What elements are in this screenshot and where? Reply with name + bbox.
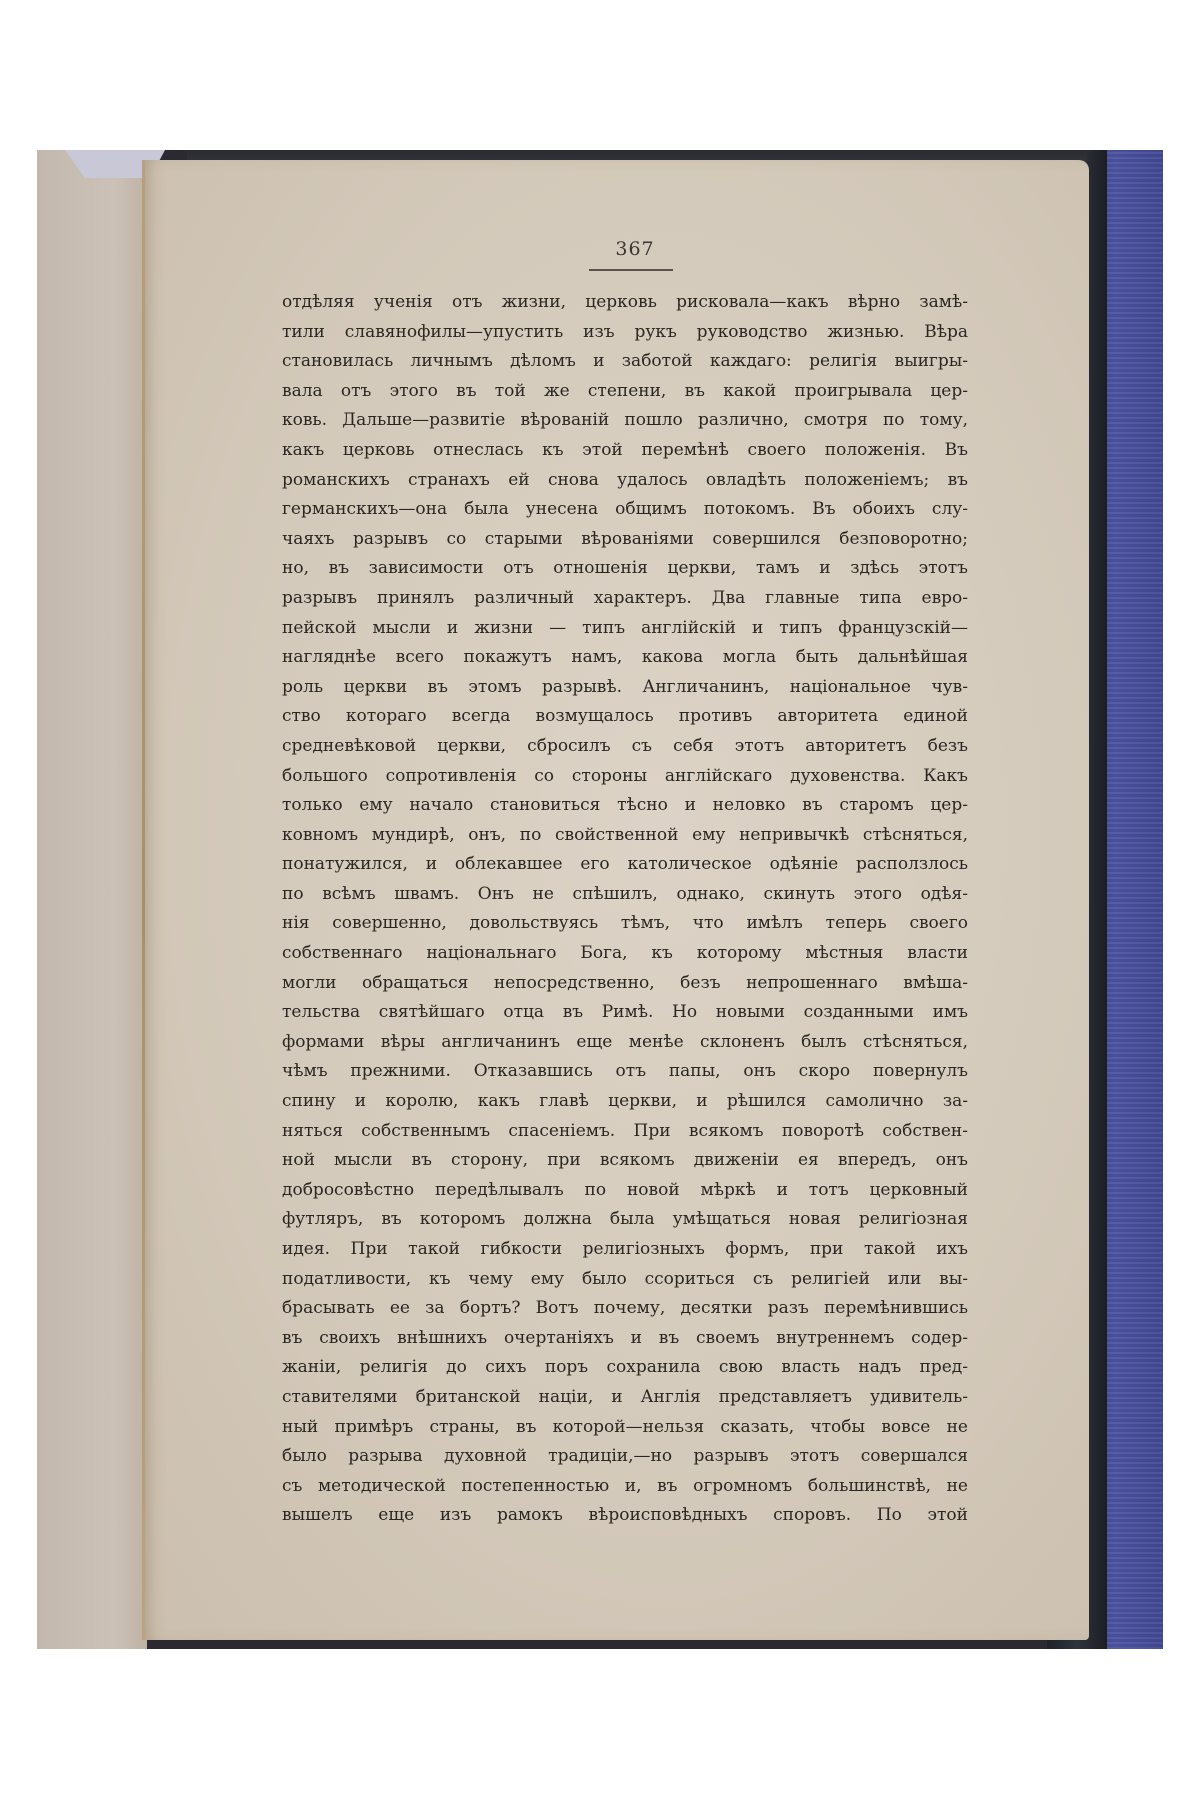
text-line: ковномъ мундирѣ, онъ, по свойственной ему непривычкѣ стѣсняться,	[282, 824, 968, 845]
text-line: вышелъ еще изъ рамокъ вѣроисповѣдныхъ споровъ. По этой	[282, 1505, 968, 1526]
text-line: нагляднѣе всего покажутъ намъ, какова могла быть дальнѣйшая	[282, 647, 968, 668]
text-line: ной мысли въ сторону, при всякомъ движеніи ея впередъ, онъ	[282, 1150, 968, 1171]
page-gutter	[142, 160, 145, 1640]
text-line: по всѣмъ швамъ. Онъ не спѣшилъ, однако, скинуть этого одѣя-	[282, 883, 968, 904]
text-line: ковь. Дальше—развитіе вѣрованій пошло различно, смотря по тому,	[282, 410, 968, 431]
text-line: средневѣковой церкви, сбросилъ съ себя этотъ авторитетъ безъ	[282, 735, 968, 756]
body-text	[282, 288, 968, 1531]
text-line: чаяхъ разрывъ со старыми вѣрованіями совершился безповоротно;	[282, 528, 968, 549]
text-line: съ методической постепенностью и, въ огромномъ большинствѣ, не	[282, 1475, 968, 1496]
text-line: отдѣляя ученія отъ жизни, церковь рисковала—какъ вѣрно замѣ-	[282, 292, 968, 312]
text-line: германскихъ—она была унесена общимъ потокомъ. Въ обоихъ слу-	[282, 499, 968, 520]
text-line: тили славянофилы—упустить изъ рукъ руководство жизнью. Вѣра	[282, 321, 968, 342]
text-line: брасывать ее за бортъ? Вотъ почему, десятки разъ перемѣнившись	[282, 1298, 968, 1319]
text-line: понатужился, и облекавшее его католическое одѣяніе расползлось	[282, 854, 968, 875]
text-line: но, въ зависимости отъ отношенія церкви, тамъ и здѣсь этотъ	[282, 558, 968, 579]
text-line: становилась личнымъ дѣломъ и заботой каждаго: религія выигры-	[282, 351, 968, 372]
text-line: разрывъ принялъ различный характеръ. Два главные типа евро-	[282, 587, 968, 608]
text-line: няться собственнымъ спасеніемъ. При всякомъ поворотѣ собствен-	[282, 1120, 968, 1141]
page-number-rule	[589, 269, 673, 271]
text-line: пейской мысли и жизни — типъ англійскій и типъ французскій—	[282, 617, 968, 638]
text-line: спину и королю, какъ главѣ церкви, и рѣшился самолично за-	[282, 1091, 968, 1112]
text-line: жаніи, религія до сихъ поръ сохранила свою власть надъ пред-	[282, 1357, 968, 1378]
text-line: футляръ, въ которомъ должна была умѣщаться новая религіозная	[282, 1209, 968, 1230]
text-line: ный примѣръ страны, въ которой—нельзя сказать, чтобы вовсе не	[282, 1416, 968, 1437]
text-line: ство котораго всегда возмущалось противъ авторитета единой	[282, 706, 968, 727]
page-number: 367	[615, 238, 655, 260]
text-line: формами вѣры англичанинъ еще менѣе склоненъ былъ стѣсняться,	[282, 1031, 968, 1052]
text-line: тельства святѣйшаго отца въ Римѣ. Но новыми созданными имъ	[282, 1002, 968, 1023]
text-line: собственнаго національнаго Бога, къ которому мѣстныя власти	[282, 943, 968, 964]
text-line: только ему начало становиться тѣсно и неловко въ старомъ цер-	[282, 795, 968, 816]
text-line: романскихъ странахъ ей снова удалось овладѣть положеніемъ; въ	[282, 469, 968, 490]
text-line: чѣмъ прежними. Отказавшись отъ папы, онъ скоро повернулъ	[282, 1061, 968, 1082]
text-line: въ своихъ внѣшнихъ очертаніяхъ и въ своемъ внутреннемъ содер-	[282, 1327, 968, 1348]
text-line: ставителями британской націи, и Англія представляетъ удивитель-	[282, 1386, 968, 1407]
text-line: нія совершенно, довольствуясь тѣмъ, что имѣлъ теперь своего	[282, 913, 968, 934]
text-line: могли обращаться непосредственно, безъ непрошеннаго вмѣша-	[282, 972, 968, 993]
facing-page	[37, 150, 147, 1649]
text-line: роль церкви въ этомъ разрывѣ. Англичанинъ, національное чув-	[282, 676, 968, 697]
text-line: какъ церковь отнеслась къ этой перемѣнѣ своего положенія. Въ	[282, 439, 968, 460]
text-line: податливости, къ чему ему было ссориться съ религіей или вы-	[282, 1268, 968, 1289]
text-line: было разрыва духовной традиціи,—но разрывъ этотъ совершался	[282, 1446, 968, 1467]
text-line: вала отъ этого въ той же степени, въ какой проигрывала цер-	[282, 380, 968, 401]
text-line: большого сопротивленія со стороны англійскаго духовенства. Какъ	[282, 765, 968, 786]
text-line: идея. При такой гибкости религіозныхъ формъ, при такой ихъ	[282, 1239, 968, 1259]
text-line: добросовѣстно передѣлывалъ по новой мѣркѣ и тотъ церковный	[282, 1179, 968, 1200]
